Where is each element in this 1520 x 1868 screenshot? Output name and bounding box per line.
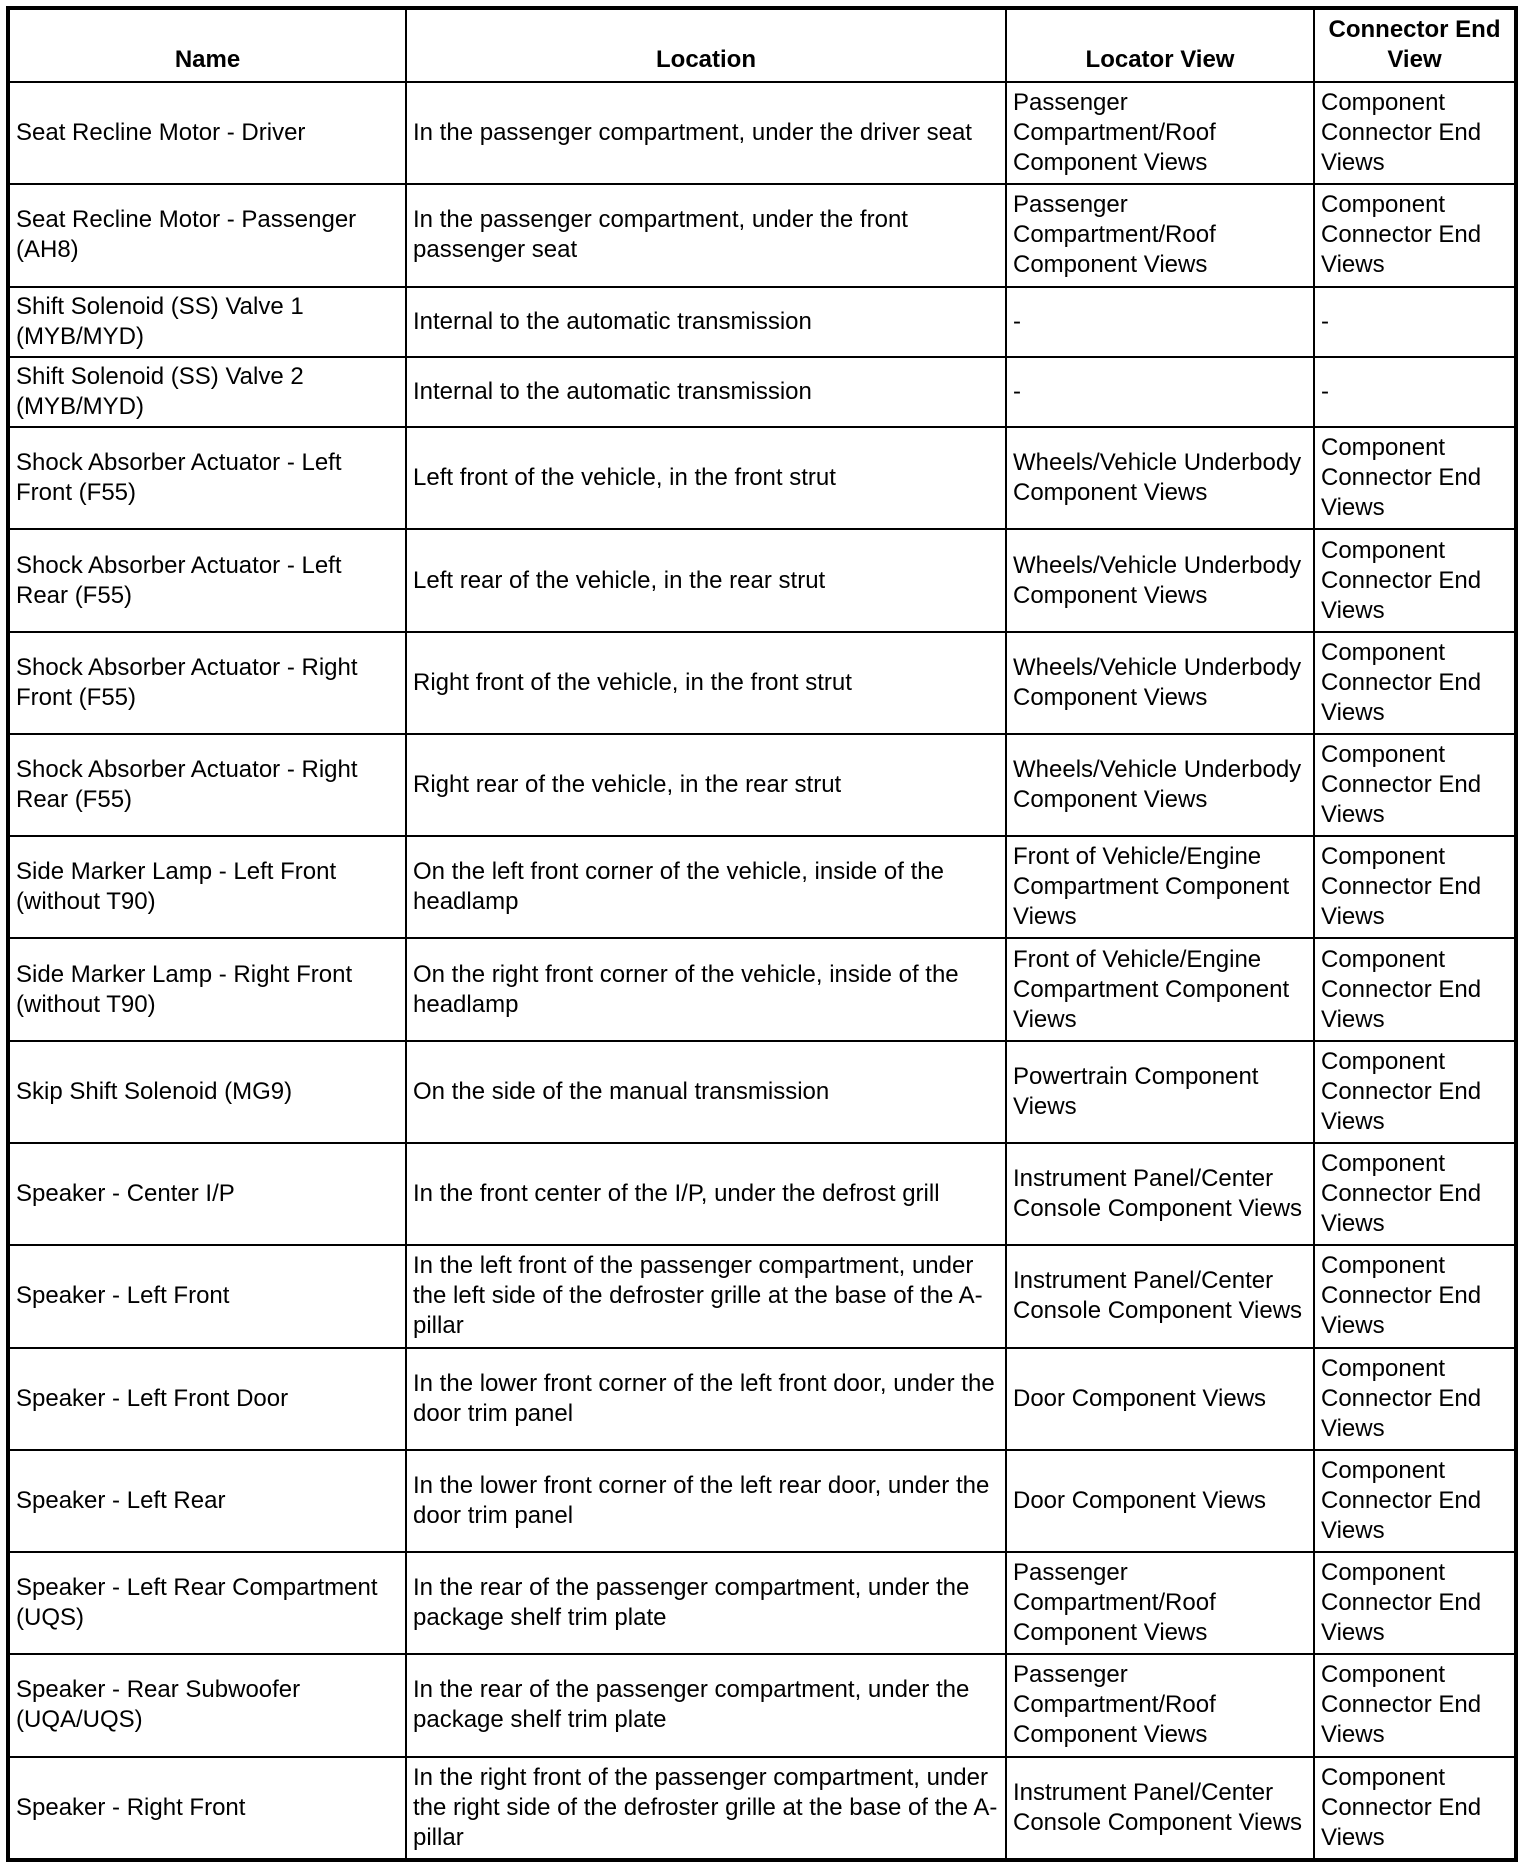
table-row (8, 1143, 1516, 1245)
cell-name: Seat Recline Motor - Passenger (AH8) (8, 184, 406, 286)
cell-name: Shock Absorber Actuator - Right Rear (F55) (8, 734, 406, 836)
table-row (8, 1552, 1516, 1654)
cell-location: In the left front of the passenger compartment, under the left side of the defroster grille at the base of the A-pillar (406, 1245, 1006, 1347)
cell-locator-view: - (1006, 287, 1314, 357)
table-row (8, 1757, 1516, 1860)
cell-name: Speaker - Rear Subwoofer (UQA/UQS) (8, 1654, 406, 1756)
table-row (8, 82, 1516, 184)
cell-locator-view: - (1006, 357, 1314, 427)
cell-locator-view: Instrument Panel/Center Console Component Views (1006, 1143, 1314, 1245)
header-connector-end-view: Connector End View (1314, 8, 1516, 82)
table-row (8, 287, 1516, 357)
component-locator-table (6, 6, 1518, 1862)
cell-locator-view: Powertrain Component Views (1006, 1041, 1314, 1143)
cell-connector-end-view: Component Connector End Views (1314, 1348, 1516, 1450)
cell-location: Right rear of the vehicle, in the rear strut (406, 734, 1006, 836)
cell-location: In the front center of the I/P, under the defrost grill (406, 1143, 1006, 1245)
table-row (8, 1245, 1516, 1347)
cell-connector-end-view: Component Connector End Views (1314, 1143, 1516, 1245)
table-row (8, 1654, 1516, 1756)
cell-location: On the left front corner of the vehicle, inside of the headlamp (406, 836, 1006, 938)
table-row (8, 1450, 1516, 1552)
cell-locator-view: Passenger Compartment/Roof Component Views (1006, 82, 1314, 184)
cell-locator-view: Instrument Panel/Center Console Component Views (1006, 1757, 1314, 1860)
table-row (8, 184, 1516, 286)
cell-locator-view: Wheels/Vehicle Underbody Component Views (1006, 734, 1314, 836)
cell-name: Seat Recline Motor - Driver (8, 82, 406, 184)
table-row (8, 1041, 1516, 1143)
cell-locator-view: Front of Vehicle/Engine Compartment Component Views (1006, 938, 1314, 1040)
cell-connector-end-view: Component Connector End Views (1314, 632, 1516, 734)
cell-name: Speaker - Center I/P (8, 1143, 406, 1245)
header-name: Name (8, 8, 406, 82)
cell-connector-end-view: Component Connector End Views (1314, 1552, 1516, 1654)
cell-locator-view: Wheels/Vehicle Underbody Component Views (1006, 427, 1314, 529)
cell-name: Side Marker Lamp - Left Front (without T90) (8, 836, 406, 938)
cell-connector-end-view: Component Connector End Views (1314, 1757, 1516, 1860)
cell-locator-view: Front of Vehicle/Engine Compartment Component Views (1006, 836, 1314, 938)
cell-connector-end-view: Component Connector End Views (1314, 82, 1516, 184)
cell-connector-end-view: Component Connector End Views (1314, 938, 1516, 1040)
cell-connector-end-view: Component Connector End Views (1314, 1041, 1516, 1143)
table-row (8, 632, 1516, 734)
cell-name: Speaker - Right Front (8, 1757, 406, 1860)
cell-location: Internal to the automatic transmission (406, 287, 1006, 357)
header-row (8, 8, 1516, 82)
cell-location: In the lower front corner of the left front door, under the door trim panel (406, 1348, 1006, 1450)
table-row (8, 529, 1516, 631)
cell-name: Shock Absorber Actuator - Left Rear (F55) (8, 529, 406, 631)
header-location: Location (406, 8, 1006, 82)
cell-location: In the lower front corner of the left rear door, under the door trim panel (406, 1450, 1006, 1552)
cell-locator-view: Passenger Compartment/Roof Component Views (1006, 184, 1314, 286)
cell-name: Side Marker Lamp - Right Front (without T90) (8, 938, 406, 1040)
cell-location: On the right front corner of the vehicle, inside of the headlamp (406, 938, 1006, 1040)
cell-connector-end-view: Component Connector End Views (1314, 1245, 1516, 1347)
cell-location: On the side of the manual transmission (406, 1041, 1006, 1143)
table-row (8, 427, 1516, 529)
cell-location: Internal to the automatic transmission (406, 357, 1006, 427)
table-row (8, 1348, 1516, 1450)
cell-name: Shock Absorber Actuator - Left Front (F55) (8, 427, 406, 529)
cell-connector-end-view: - (1314, 357, 1516, 427)
table-row (8, 357, 1516, 427)
cell-locator-view: Wheels/Vehicle Underbody Component Views (1006, 632, 1314, 734)
cell-location: In the rear of the passenger compartment, under the package shelf trim plate (406, 1654, 1006, 1756)
cell-location: In the right front of the passenger compartment, under the right side of the defroster grille at the base of the A-pillar (406, 1757, 1006, 1860)
cell-name: Shock Absorber Actuator - Right Front (F55) (8, 632, 406, 734)
cell-location: Left rear of the vehicle, in the rear strut (406, 529, 1006, 631)
cell-locator-view: Wheels/Vehicle Underbody Component Views (1006, 529, 1314, 631)
cell-location: In the passenger compartment, under the front passenger seat (406, 184, 1006, 286)
header-locator-view: Locator View (1006, 8, 1314, 82)
table-row (8, 836, 1516, 938)
cell-name: Speaker - Left Front (8, 1245, 406, 1347)
cell-name: Shift Solenoid (SS) Valve 2 (MYB/MYD) (8, 357, 406, 427)
cell-location: Right front of the vehicle, in the front strut (406, 632, 1006, 734)
cell-connector-end-view: Component Connector End Views (1314, 184, 1516, 286)
table-row (8, 938, 1516, 1040)
cell-name: Speaker - Left Rear (8, 1450, 406, 1552)
cell-location: In the rear of the passenger compartment, under the package shelf trim plate (406, 1552, 1006, 1654)
cell-connector-end-view: Component Connector End Views (1314, 1654, 1516, 1756)
table-row (8, 734, 1516, 836)
cell-location: In the passenger compartment, under the driver seat (406, 82, 1006, 184)
cell-locator-view: Instrument Panel/Center Console Component Views (1006, 1245, 1314, 1347)
cell-connector-end-view: Component Connector End Views (1314, 529, 1516, 631)
cell-locator-view: Door Component Views (1006, 1450, 1314, 1552)
cell-locator-view: Door Component Views (1006, 1348, 1314, 1450)
cell-locator-view: Passenger Compartment/Roof Component Views (1006, 1552, 1314, 1654)
cell-connector-end-view: - (1314, 287, 1516, 357)
cell-connector-end-view: Component Connector End Views (1314, 836, 1516, 938)
cell-locator-view: Passenger Compartment/Roof Component Views (1006, 1654, 1314, 1756)
cell-connector-end-view: Component Connector End Views (1314, 1450, 1516, 1552)
cell-name: Speaker - Left Rear Compartment (UQS) (8, 1552, 406, 1654)
cell-location: Left front of the vehicle, in the front strut (406, 427, 1006, 529)
cell-connector-end-view: Component Connector End Views (1314, 734, 1516, 836)
cell-name: Speaker - Left Front Door (8, 1348, 406, 1450)
cell-name: Shift Solenoid (SS) Valve 1 (MYB/MYD) (8, 287, 406, 357)
cell-connector-end-view: Component Connector End Views (1314, 427, 1516, 529)
cell-name: Skip Shift Solenoid (MG9) (8, 1041, 406, 1143)
